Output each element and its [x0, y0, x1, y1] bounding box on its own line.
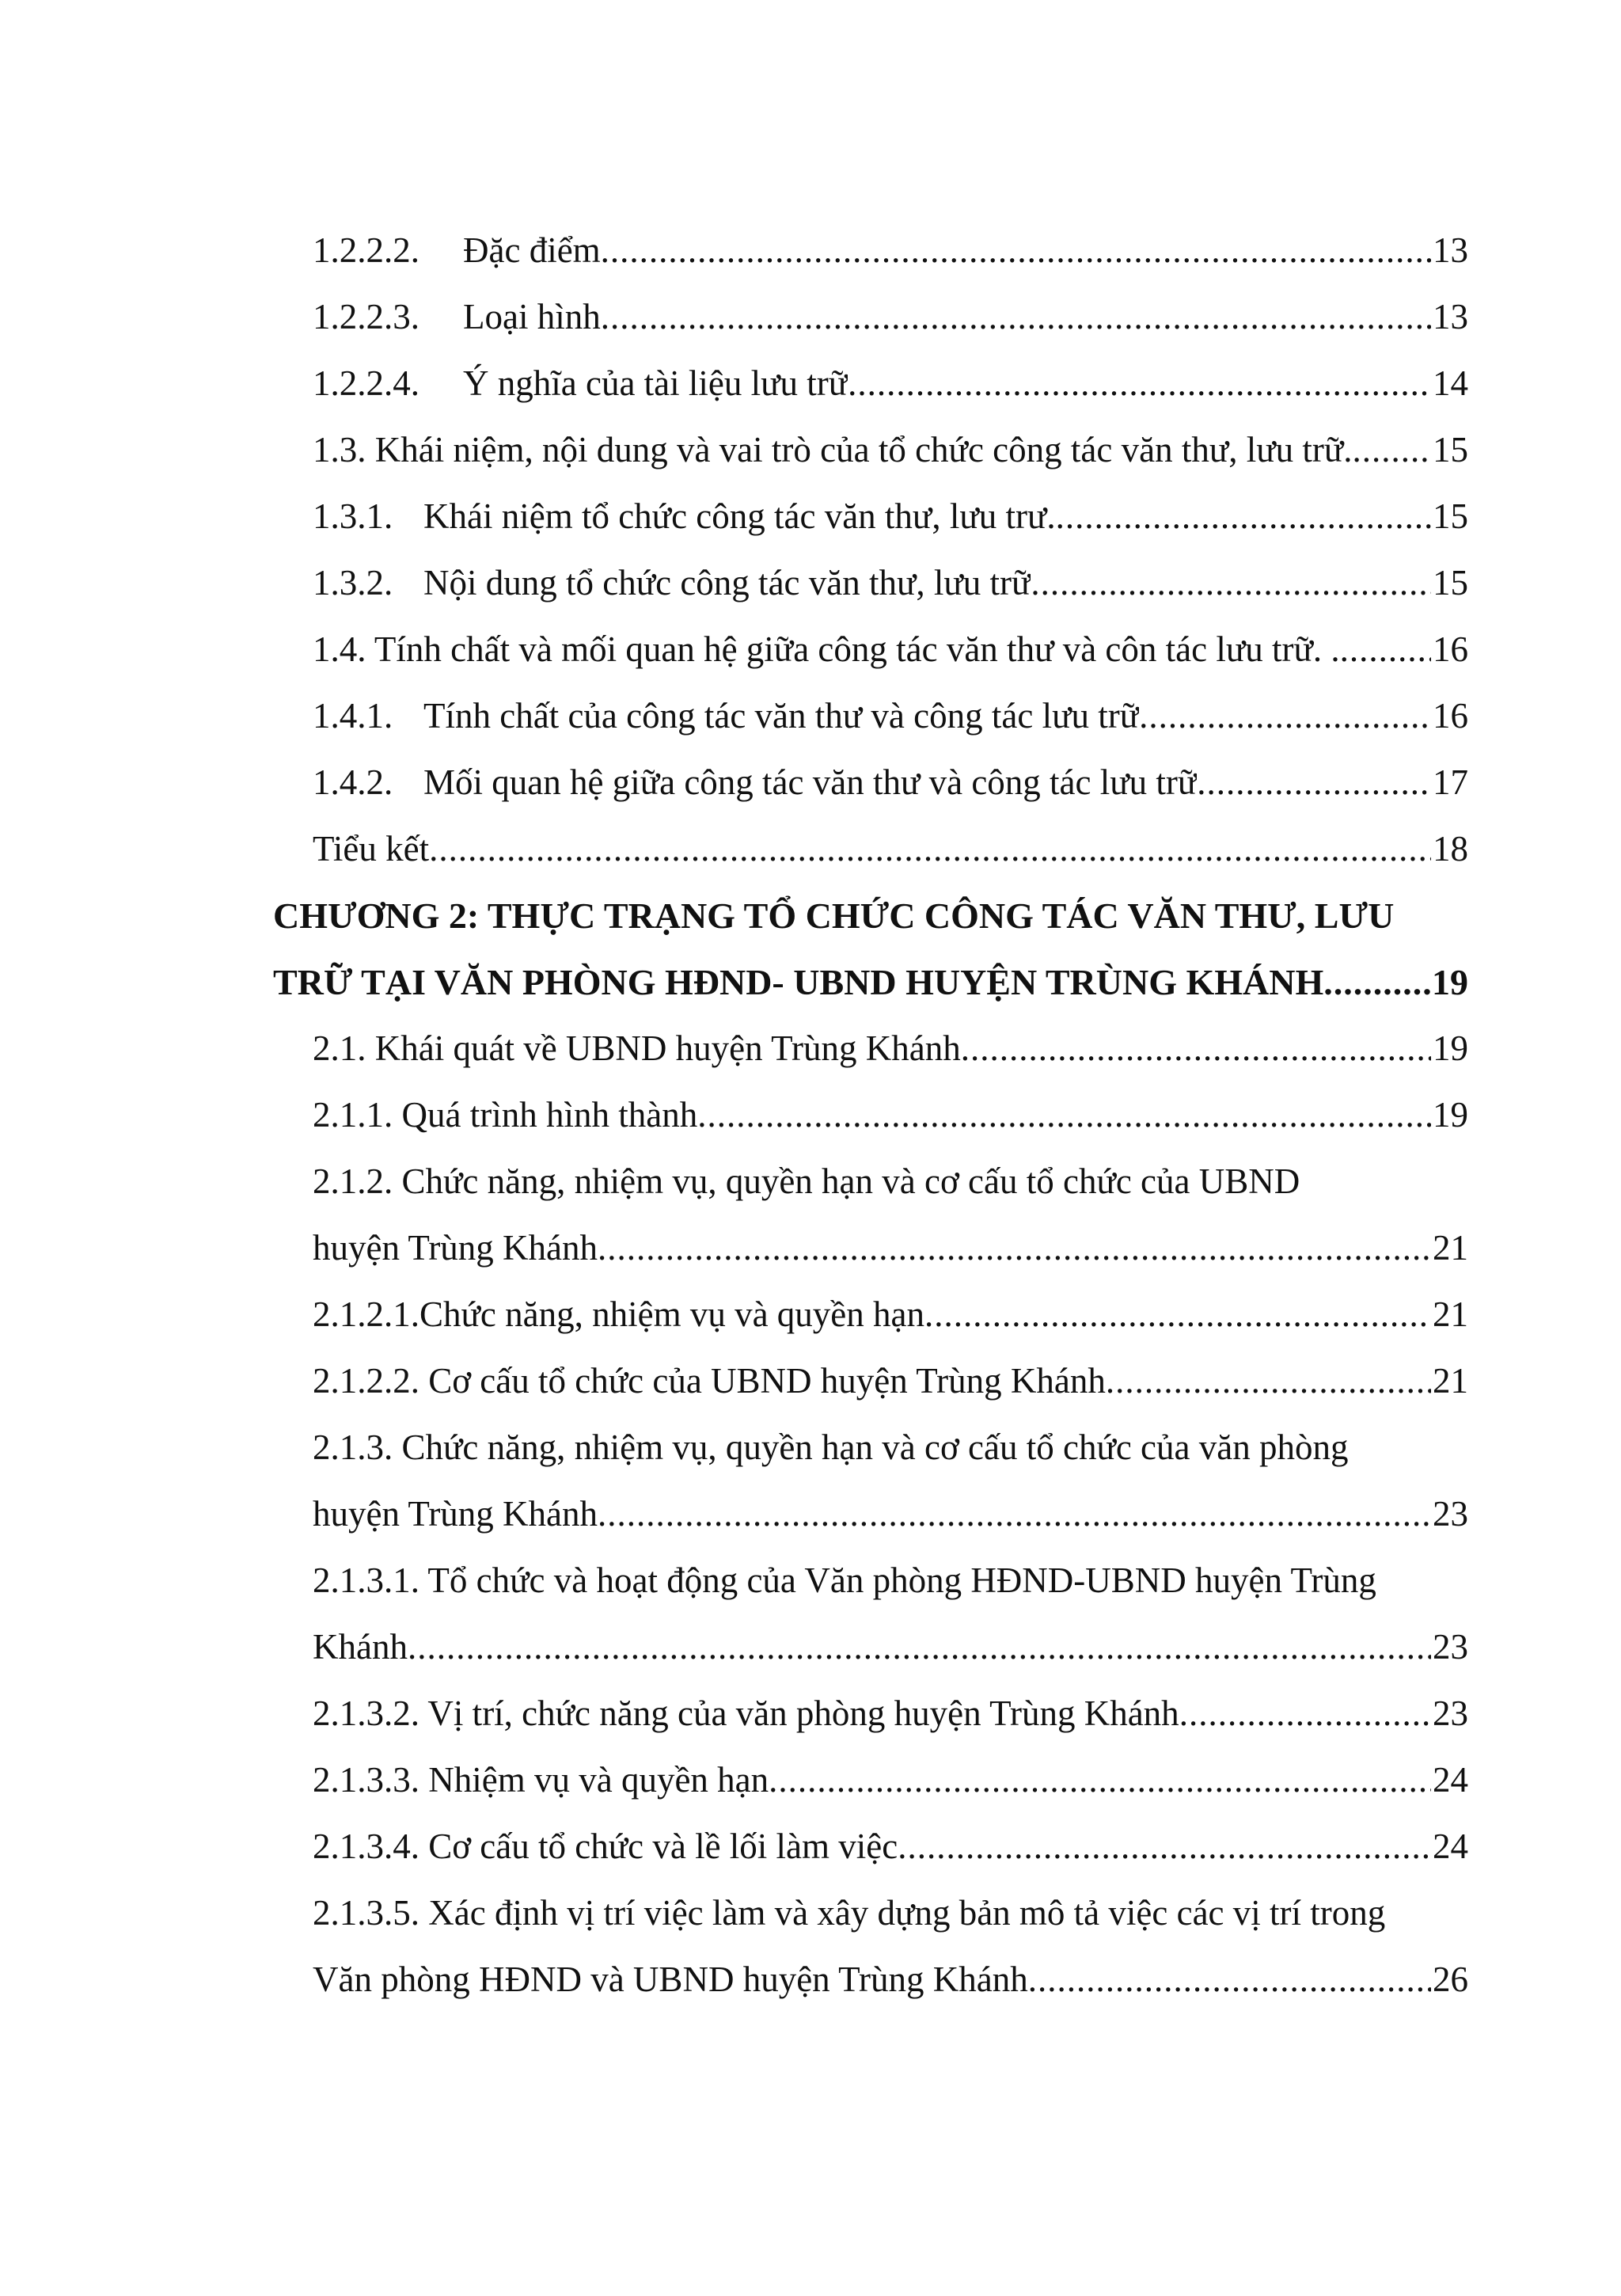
toc-entry[interactable]: [313, 1028, 1468, 1075]
toc-entry[interactable]: [313, 230, 1468, 277]
toc-entry-title-continued: huyện Trùng Khánh: [313, 1228, 598, 1268]
toc-leader-dots: [924, 1294, 1431, 1335]
toc-entry[interactable]: [313, 1826, 1468, 1873]
toc-entry[interactable]: [313, 1759, 1468, 1807]
toc-leader-dots: [408, 1626, 1431, 1667]
toc-entry-page: 13: [1433, 230, 1468, 270]
toc-entry-page: 19: [1432, 962, 1468, 1002]
toc-entry[interactable]: [313, 1493, 1468, 1541]
toc-entry[interactable]: [313, 1227, 1468, 1275]
toc-entry-title: Tính chất của công tác văn thư và công tác lưu trữ: [423, 696, 1140, 736]
toc-entry-page: 15: [1433, 430, 1468, 469]
toc-entry-title: Ý nghĩa của tài liệu lưu trữ: [463, 363, 848, 403]
toc-leader-dots: [1179, 1693, 1431, 1734]
toc-entry[interactable]: [313, 828, 1468, 876]
toc-entry-page: 14: [1433, 363, 1468, 403]
toc-entry-title: Khái niệm tổ chức công tác văn thư, lưu trư.: [423, 496, 1056, 536]
toc-entry-page: 21: [1433, 1228, 1468, 1268]
toc-leader-dots: [1031, 562, 1431, 603]
toc-leader-dots: [1340, 629, 1431, 670]
toc-entry-title: Mối quan hệ giữa công tác văn thư và công tác lưu trữ: [423, 762, 1198, 802]
toc-entry-page: 18: [1433, 829, 1468, 869]
toc-entry-title: 1.3. Khái niệm, nội dung và vai trò của tổ chức công tác văn thư, lưu trữ.: [313, 430, 1353, 469]
toc-entry-page: 16: [1433, 629, 1468, 669]
toc-entry-title[interactable]: 2.1.3.1. Tổ chức và hoạt động của Văn phòng HĐND-UBND huyện Trùng: [313, 1560, 1376, 1600]
toc-entry-title[interactable]: 2.1.2. Chức năng, nhiệm vụ, quyền hạn và cơ cấu tổ chức của UBND: [313, 1161, 1300, 1201]
toc-leader-dots: [1028, 1959, 1431, 2000]
toc-leader-dots: [429, 828, 1431, 869]
toc-leader-dots: [598, 1227, 1431, 1268]
toc-entry-title[interactable]: 2.1.3.5. Xác định vị trí việc làm và xây dựng bản mô tả việc các vị trí trong: [313, 1893, 1386, 1933]
toc-leader-dots: [961, 1028, 1431, 1069]
toc-entry-title: 2.1. Khái quát về UBND huyện Trùng Khánh: [313, 1028, 961, 1068]
toc-entry-page: 26: [1433, 1960, 1468, 1999]
toc-entry[interactable]: [313, 562, 1468, 610]
toc-entry-number: 1.2.2.2.: [313, 230, 419, 270]
toc-entry[interactable]: [313, 629, 1468, 676]
toc-entry[interactable]: [313, 1294, 1468, 1341]
toc-entry[interactable]: [313, 429, 1468, 477]
toc-entry-title[interactable]: 2.1.3. Chức năng, nhiệm vụ, quyền hạn và cơ cấu tổ chức của văn phòng: [313, 1427, 1349, 1467]
toc-leader-dots: [1197, 762, 1431, 803]
toc-entry-title: Nội dung tổ chức công tác văn thư, lưu trữ: [423, 563, 1031, 603]
toc-entry-title: Đặc điểm: [463, 230, 601, 270]
toc-entry-title: 1.4. Tính chất và mối quan hệ giữa công tác văn thư và côn tác lưu trữ. .: [313, 629, 1340, 669]
toc-entry-title: Tiểu kết: [313, 829, 430, 869]
toc-leader-dots: [848, 363, 1431, 404]
toc-entry-page: 24: [1433, 1760, 1468, 1800]
toc-entry-title-continued: Khánh: [313, 1627, 408, 1667]
toc-entry-title: 2.1.3.2. Vị trí, chức năng của văn phòng huyện Trùng Khánh: [313, 1693, 1179, 1733]
toc-entry-page: 19: [1433, 1095, 1468, 1135]
toc-entry-title: 2.1.3.3. Nhiệm vụ và quyền hạn: [313, 1760, 769, 1800]
toc-leader-dots: [898, 1826, 1431, 1867]
toc-entry[interactable]: [313, 496, 1468, 543]
toc-entry[interactable]: [313, 1693, 1468, 1740]
toc-entry-title: 2.1.2.1.Chức năng, nhiệm vụ và quyền hạn: [313, 1294, 924, 1334]
toc-leader-dots: [697, 1094, 1431, 1135]
toc-entry-page: 23: [1433, 1693, 1468, 1733]
toc-leader-dots: [1139, 695, 1431, 736]
toc-entry[interactable]: [313, 296, 1468, 344]
toc-entry[interactable]: [313, 1626, 1468, 1674]
toc-entry-number: 1.4.1.: [313, 696, 393, 736]
toc-leader-dots: [1352, 429, 1431, 470]
toc-entry-page: 15: [1433, 563, 1468, 603]
toc-entry[interactable]: [313, 1360, 1468, 1408]
chapter-heading-line1[interactable]: CHƯƠNG 2: THỰC TRẠNG TỔ CHỨC CÔNG TÁC VĂN THƯ, LƯU: [273, 895, 1395, 936]
toc-entry-page: 24: [1433, 1827, 1468, 1866]
toc-entry[interactable]: [313, 1959, 1468, 2006]
toc-entry[interactable]: [313, 363, 1468, 410]
toc-entry-title: 2.1.1. Quá trình hình thành: [313, 1095, 698, 1135]
toc-leader-dots: [1106, 1360, 1431, 1401]
toc-entry-number: 1.4.2.: [313, 762, 393, 802]
toc-entry-number: 1.3.1.: [313, 496, 393, 536]
toc-leader-dots: [1056, 496, 1431, 537]
toc-entry-page: 16: [1433, 696, 1468, 736]
toc-entry-page: 17: [1433, 762, 1468, 802]
toc-entry-title: Loại hình: [463, 297, 601, 336]
toc-entry-page: 23: [1433, 1627, 1468, 1667]
toc-entry-title-continued: Văn phòng HĐND và UBND huyện Trùng Khánh: [313, 1960, 1028, 1999]
toc-entry-page: 21: [1433, 1361, 1468, 1401]
toc-entry-title-continued: huyện Trùng Khánh: [313, 1494, 598, 1534]
toc-leader-dots: [1323, 961, 1430, 1003]
toc-entry-number: 1.3.2.: [313, 563, 393, 603]
toc-entry[interactable]: [313, 1094, 1468, 1142]
toc-leader-dots: [601, 296, 1431, 337]
toc-entry-number: 1.2.2.3.: [313, 297, 419, 336]
toc-entry-page: 15: [1433, 496, 1468, 536]
toc-entry-page: 21: [1433, 1294, 1468, 1334]
toc-entry[interactable]: [313, 762, 1468, 809]
chapter-heading-line2: TRỮ TẠI VĂN PHÒNG HĐND- UBND HUYỆN TRÙNG KHÁNH: [273, 962, 1324, 1002]
toc-entry-title: 2.1.2.2. Cơ cấu tổ chức của UBND huyện Trùng Khánh: [313, 1361, 1106, 1401]
toc-leader-dots: [601, 230, 1431, 271]
toc-entry-page: 19: [1433, 1028, 1468, 1068]
toc-leader-dots: [598, 1493, 1431, 1534]
chapter-heading[interactable]: [273, 961, 1468, 1009]
toc-entry-title: 2.1.3.4. Cơ cấu tổ chức và lề lối làm việc: [313, 1827, 898, 1866]
toc-entry-page: 13: [1433, 297, 1468, 336]
toc-entry-page: 23: [1433, 1494, 1468, 1534]
toc-entry[interactable]: [313, 695, 1468, 743]
toc-entry-number: 1.2.2.4.: [313, 363, 419, 403]
toc-leader-dots: [769, 1759, 1431, 1800]
